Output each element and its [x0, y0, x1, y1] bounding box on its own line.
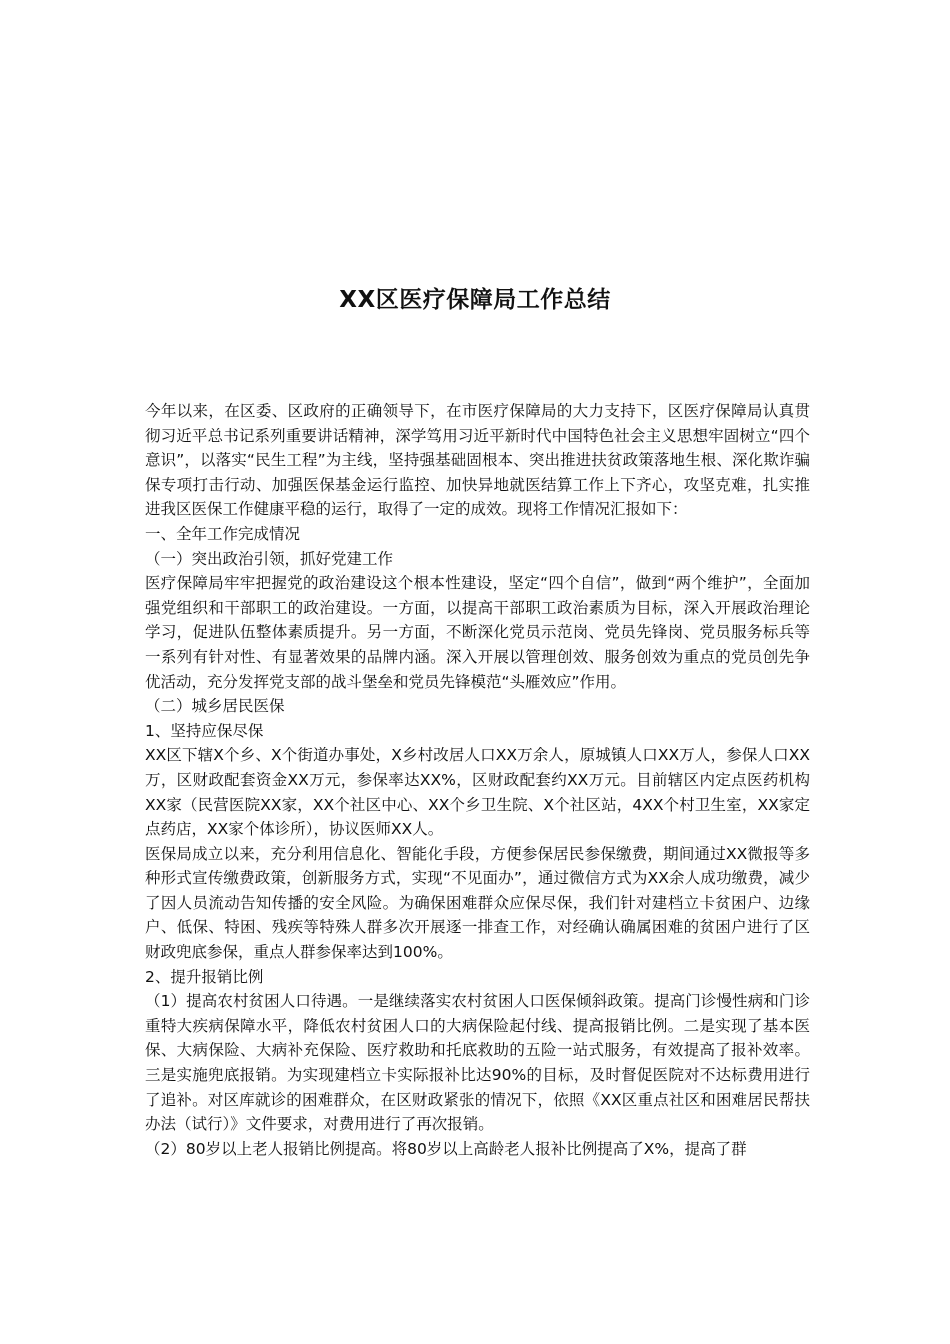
document-title: XX区医疗保障局工作总结	[339, 287, 611, 313]
paragraph: （1）提高农村贫困人口待遇。一是继续落实农村贫困人口医保倾斜政策。提高门诊慢性病和门诊重特大疾病保障水平，降低农村贫困人口的大病保险起付线、提高报销比例。二是实现了基本医保、大病保险、大病补充保险、医疗救助和托底救助的五险一站式服务，有效提高了报补效率。三是实施兜底报销。为实现建档立卡实际报补比达90%的目标，及时督促医院对不达标费用进行了追补。对区库就诊的困难群众，在区财政紧张的情况下，依照《XX区重点社区和困难居民帮扶办法（试行）》文件要求，对费用进行了再次报销。	[145, 992, 810, 1134]
item-heading: 1、坚持应保尽保	[145, 721, 264, 740]
paragraph: XX区下辖X个乡、X个街道办事处，X乡村改居人口XX万余人，原城镇人口XX万人，参保人口XX万，区财政配套资金XX万元，参保率达XX%，区财政配套约XX万元。目前辖区内定点医药机构XX家（民营医院XX家，XX个社区中心、XX个乡卫生院、X个社区站，4XX个村卫生室，XX家定点药店，XX家个体诊所），协议医师XX人。	[145, 746, 810, 839]
paragraph: 医疗保障局牢牢把握党的政治建设这个根本性建设，坚定“四个自信”，做到“两个维护”，全面加强党组织和干部职工的政治建设。一方面，以提高干部职工政治素质为目标，深入开展政治理论学习，促进队伍整体素质提升。另一方面，不断深化党员示范岗、党员先锋岗、党员服务标兵等一系列有针对性、有显著效果的品牌内涵。深入开展以管理创效、服务创效为重点的党员创先争优活动，充分发挥党支部的战斗堡垒和党员先锋模范“头雁效应”作用。	[145, 574, 810, 691]
item-heading: 2、提升报销比例	[145, 967, 264, 986]
section-heading: 一、全年工作完成情况	[145, 524, 301, 543]
paragraph: 医保局成立以来，充分利用信息化、智能化手段，方便参保居民参保缴费，期间通过XX微报等多种形式宣传缴费政策，创新服务方式，实现“不见面办”，通过微信方式为XX余人成功缴费，减少了因人员流动告知传播的安全风险。为确保困难群众应保尽保，我们针对建档立卡贫困户、边缘户、低保、特困、残疾等特殊人群多次开展逐一排查工作，对经确认确属困难的贫困户进行了区财政兜底参保，重点人群参保率达到100%。	[145, 844, 810, 962]
subsection-heading: （二）城乡居民医保	[145, 697, 285, 716]
document-body	[145, 399, 810, 1161]
intro-paragraph: 今年以来，在区委、区政府的正确领导下，在市医疗保障局的大力支持下，区医疗保障局认真贯彻习近平总书记系列重要讲话精神，深学笃用习近平新时代中国特色社会主义思想牢固树立“四个意识”，以落实“民生工程”为主线，坚持强基础固根本、突出推进扶贫政策落地生根、深化欺诈骗保专项打击行动、加强医保基金运行监控、加快异地就医结算工作上下齐心，攻坚克难，扎实推进我区医保工作健康平稳的运行，取得了一定的成效。现将工作情况汇报如下：	[145, 402, 810, 519]
subsection-heading: （一）突出政治引领，抓好党建工作	[145, 549, 394, 568]
paragraph: （2）80岁以上老人报销比例提高。将80岁以上高龄老人报补比例提高了X%，提高了群	[145, 1139, 747, 1158]
